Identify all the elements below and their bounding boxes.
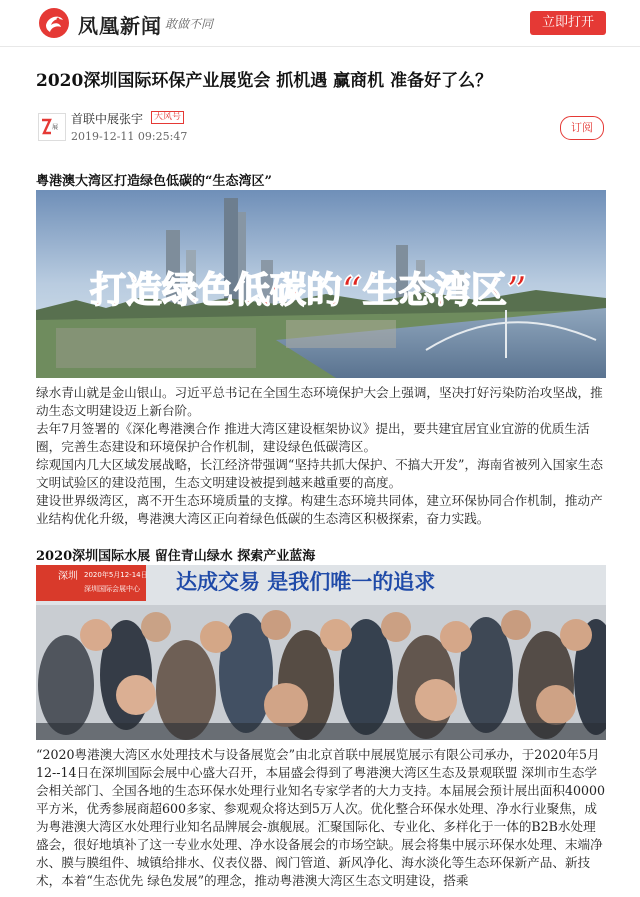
article-title: 2020深圳国际环保产业展览会 抓机遇 赢商机 准备好了么？ [36,71,493,91]
expo-sign-date: 2020年5月12-14日 [84,571,148,579]
phoenix-logo-icon[interactable] [38,7,70,39]
subscribe-button[interactable]: 订阅 [560,116,604,140]
author-name[interactable]: 首联中展张宇 [71,112,144,126]
section-heading-1: 粤港澳大湾区打造绿色低碳的“生态湾区” [36,174,272,189]
section-heading-2: 2020深圳国际水展 留住青山绿水 探索产业蓝海 [36,549,316,564]
publish-time: 2019-12-11 09:25:47 [71,130,188,143]
section-body-1 [36,384,606,528]
svg-text:展: 展 [52,124,59,131]
image-overlay-caption-2: 达成交易 是我们唯一的追求 [176,569,436,594]
paragraph: 综观国内几大区域发展战略，长江经济带强调“坚持共抓大保护、不搞大开发”，海南省被列入国家生态文明试验区的建设范围，生态文明建设被提到越来越重要的高度。 [36,457,604,490]
app-header [0,0,640,47]
expo-crowd-image [36,565,606,740]
expo-sign-venue: 深圳国际会展中心 [84,585,140,593]
section-body-2 [36,746,606,890]
brand-name[interactable]: 凤凰新闻 [78,14,162,38]
paragraph: 绿水青山就是金山银山。习近平总书记在全国生态环境保护大会上强调，坚决打好污染防治攻坚战，推动生态文明建设迈上新台阶。 [36,385,603,418]
author-avatar[interactable] [38,113,66,141]
expo-sign-city: 深圳 [58,571,78,582]
brand-slogan: 敢做不同 [165,17,214,31]
image-overlay-caption-1: 打造绿色低碳的“生态湾区” [90,269,528,311]
author-row [38,110,608,150]
greater-bay-skyline-image [36,190,606,378]
paragraph: 去年7月签署的《深化粤港澳合作 推进大湾区建设框架协议》提出，要共建宜居宜业宜游的优质生活圈，完善生态建设和环境保护合作机制，建设绿色低碳湾区。 [36,421,590,454]
paragraph: 建设世界级湾区，离不开生态环境质量的支撑。构建生态环境共同体，建立环保协同合作机制，推动产业结构优化升级，粤港澳大湾区正向着绿色低碳的生态湾区积极探索，奋力实践。 [36,493,603,526]
paragraph: “2020粤港澳大湾区水处理技术与设备展览会”由北京首联中展展览展示有限公司承办，于2020年5月12--14日在深圳国际会展中心盛大召开，本届盛会得到了粤港澳大湾区生态及景观联盟 深圳市生态学会相关部门、全国各地的生态环保水处理行业知名专家学者的大力支持。本届展会预计展出面积40000平方米，优秀参展商超600多家、参观观众将达到5万人次。优化整合环保水处理、净水行业聚焦，成为粤港澳大湾区水处理行业知名品牌展会-旗舰展。汇聚国际化、专业化、多样化于一体的B2B水处理盛会，很好地填补了这一专业水处理、净水设备展会的市场空缺。展会将集中展示环保水处理、末端净水、膜与膜组件、城镇给排水、仪表仪器、阀门管道、新风净化、海水淡化等生态环保新产品、新技术，本着“生态优先 绿色发展”的理念，推动粤港澳大湾区生态文明建设，搭乘 [36,747,606,888]
author-badge: 大风号 [151,111,184,124]
open-app-button[interactable]: 立即打开 [530,11,606,35]
